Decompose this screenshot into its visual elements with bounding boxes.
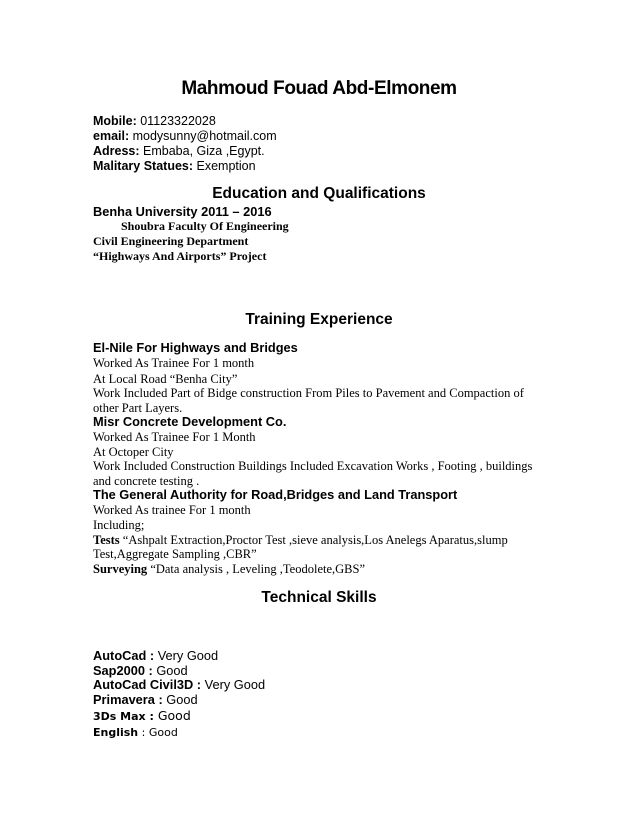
email-value: modysunny@hotmail.com	[129, 129, 277, 143]
surveying-label: Surveying	[93, 562, 148, 576]
skill-label: Primavera :	[93, 692, 163, 707]
tests-line-continued: Test,Aggregate Sampling ,CBR”	[93, 547, 257, 561]
military-value: Exemption	[193, 159, 256, 173]
skill-item	[93, 648, 218, 663]
tests-line	[93, 533, 508, 548]
training-line: Worked As Trainee For 1 Month	[93, 430, 256, 444]
skill-value: Very Good	[201, 677, 266, 692]
email-label: email:	[93, 129, 130, 143]
skill-label: 3Ds Max :	[93, 710, 154, 723]
skill-label: English	[93, 726, 139, 739]
training-line: other Part Layers.	[93, 401, 183, 415]
tests-text: “Ashpalt Extraction,Proctor Test ,sieve analysis,Los Anelegs Aparatus,slump	[119, 533, 508, 547]
skill-item	[93, 692, 198, 707]
address-value: Embaba, Giza ,Egypt.	[139, 144, 265, 158]
military-line	[93, 159, 256, 173]
training-line: Worked As trainee For 1 month	[93, 503, 251, 517]
skill-item	[93, 677, 265, 692]
mobile-label: Mobile:	[93, 114, 137, 128]
department-line: Civil Engineering Department	[93, 234, 249, 248]
training-line: Worked As Trainee For 1 month	[93, 356, 255, 370]
training-heading: Training Experience	[245, 311, 393, 328]
training-line: Work Included Construction Buildings Included Excavation Works , Footing , buildings	[93, 459, 533, 473]
applicant-name: Mahmoud Fouad Abd-Elmonem	[181, 78, 457, 99]
faculty-line: Shoubra Faculty Of Engineering	[121, 219, 289, 233]
tests-label: Tests	[93, 533, 120, 547]
skill-value: Good	[162, 692, 198, 707]
skill-item	[93, 726, 178, 739]
company-name: Misr Concrete Development Co.	[93, 414, 287, 429]
skills-heading: Technical Skills	[261, 589, 377, 606]
surveying-text: “Data analysis , Leveling ,Teodolete,GBS”	[147, 562, 365, 576]
email-line	[93, 129, 277, 143]
training-line: Work Included Part of Bidge construction From Piles to Pavement and Compaction of	[93, 386, 524, 400]
address-line	[93, 144, 265, 158]
training-line: At Local Road “Benha City”	[93, 372, 238, 386]
university-line: Benha University 2011 – 2016	[93, 204, 272, 219]
mobile-value: 01123322028	[136, 114, 216, 128]
skill-item	[93, 663, 188, 678]
military-label: Malitary Statues:	[93, 159, 194, 173]
address-label: Adress:	[93, 144, 140, 158]
company-name: El-Nile For Highways and Bridges	[93, 340, 298, 355]
training-line: At Octoper City	[93, 445, 174, 459]
surveying-line	[93, 562, 365, 577]
skill-label: AutoCad :	[93, 648, 155, 663]
skill-label: AutoCad Civil3D :	[93, 677, 202, 692]
skill-item	[93, 708, 191, 723]
training-line: Including;	[93, 518, 145, 532]
skill-value: : Good	[138, 726, 178, 739]
education-heading: Education and Qualifications	[212, 185, 426, 202]
company-name: The General Authority for Road,Bridges and Land Transport	[93, 487, 458, 502]
skill-value: Good	[153, 708, 191, 723]
mobile-line	[93, 114, 216, 128]
skill-label: Sap2000 :	[93, 663, 153, 678]
project-line: “Highways And Airports” Project	[93, 249, 267, 263]
skill-value: Good	[152, 663, 188, 678]
skill-value: Very Good	[154, 648, 219, 663]
training-line: and concrete testing .	[93, 474, 200, 488]
